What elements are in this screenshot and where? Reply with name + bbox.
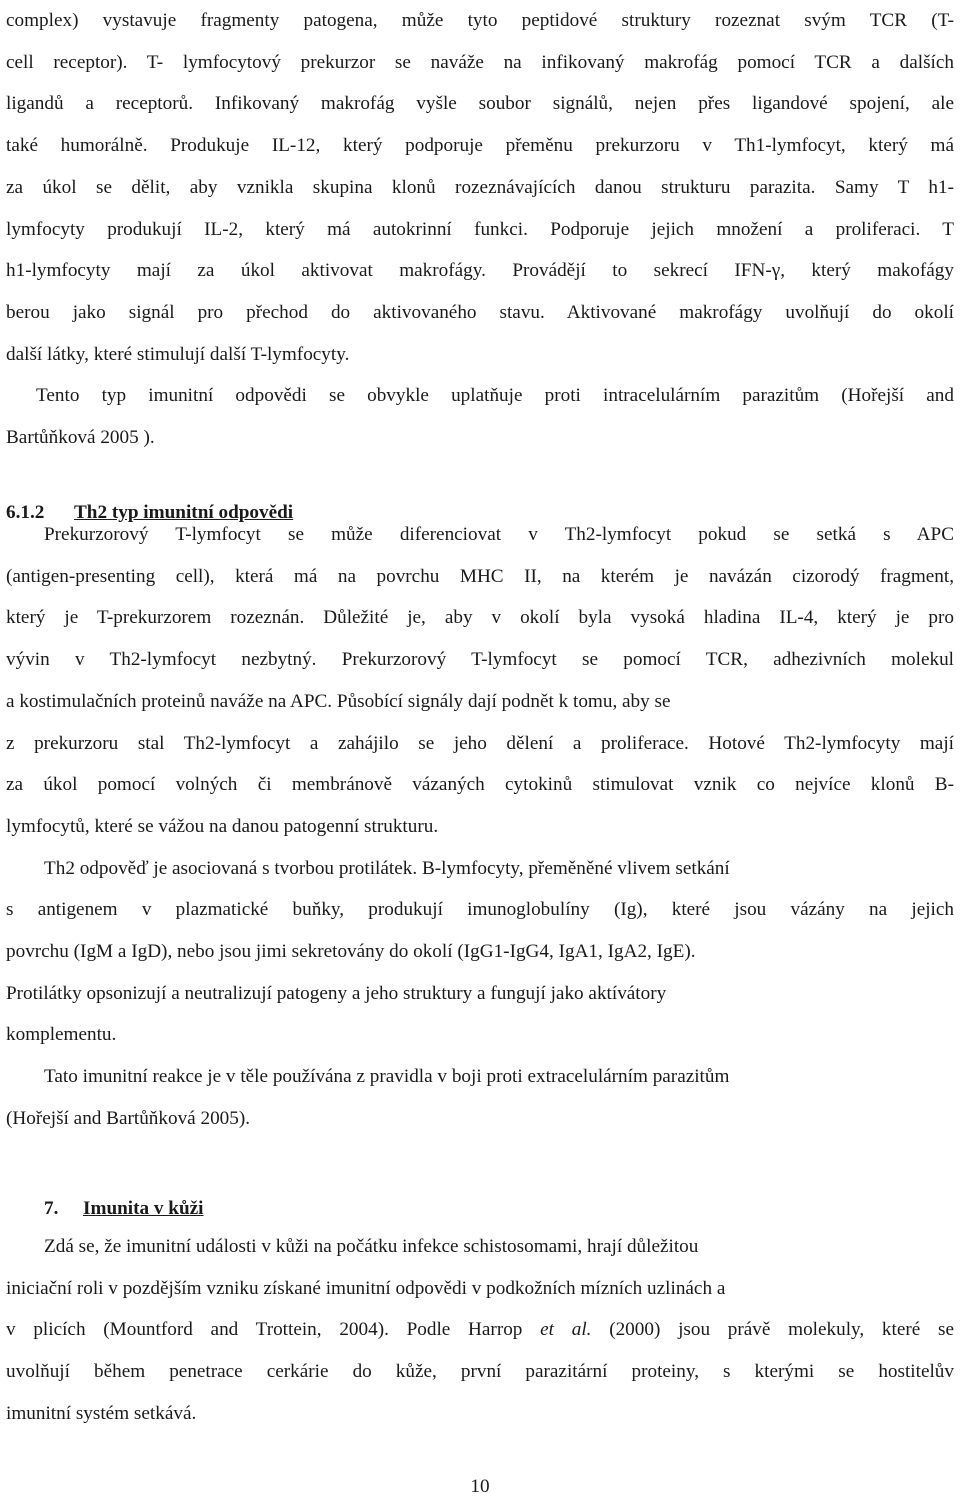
text-line: (Hořejší and Bartůňková 2005). bbox=[6, 1107, 251, 1129]
text-line: s antigenem v plazmatické buňky, produkují imunoglobulíny (Ig), které jsou vázány na jejich bbox=[6, 899, 954, 921]
text-line: vývin v Th2-lymfocyt nezbytný. Prekurzorový T-lymfocyt se pomocí TCR, adhezivních molekul bbox=[6, 649, 954, 671]
th2-section-body bbox=[6, 514, 954, 1140]
skin-immunity-body bbox=[6, 1226, 954, 1435]
italic-citation: et al. bbox=[540, 1319, 592, 1341]
section-heading-skin-immunity bbox=[44, 1188, 203, 1230]
section-title: Th2 typ imunitní odpovědi bbox=[74, 502, 294, 523]
text-line: ligandů a receptorů. Infikovaný makrofág vyšle soubor signálů, nejen přes ligandové spojení, ale bbox=[6, 93, 954, 115]
page-number: 10 bbox=[470, 1476, 490, 1497]
text-line: Zdá se, že imunitní události v kůži na počátku infekce schistosomami, hrají důležitou bbox=[44, 1236, 699, 1257]
text-line: také humorálně. Produkuje IL-12, který podporuje přeměnu prekurzoru v Th1-lymfocyt, který má bbox=[6, 135, 954, 157]
text-line: Prekurzorový T-lymfocyt se může diferenciovat v Th2-lymfocyt pokud se setká s APC bbox=[44, 524, 954, 545]
text-line: complex) vystavuje fragmenty patogena, může tyto peptidové struktury rozeznat svým TCR (T- bbox=[6, 10, 954, 31]
text-line: iniciační roli v pozdějším vzniku získané imunitní odpovědi v podkožních mízních uzlinách a bbox=[6, 1277, 726, 1299]
text-line: komplementu. bbox=[6, 1024, 117, 1046]
section-number: 7. bbox=[44, 1198, 59, 1219]
text-line: z prekurzoru stal Th2-lymfocyt a zahájilo se jeho dělení a proliferace. Hotové Th2-lymfocyty mají bbox=[6, 732, 954, 754]
text-line: imunitní systém setkává. bbox=[6, 1402, 197, 1424]
text-line: berou jako signál pro přechod do aktivovaného stavu. Aktivované makrofágy uvolňují do okolí bbox=[6, 301, 954, 323]
text-run: (2000) jsou právě molekuly, které se bbox=[591, 1319, 954, 1341]
text-line: povrchu (IgM a IgD), nebo jsou jimi sekretovány do okolí (IgG1-IgG4, IgA1, IgA2, IgE). bbox=[6, 941, 696, 963]
text-line: (antigen-presenting cell), která má na povrchu MHC II, na kterém je navázán cizorodý fragment, bbox=[6, 565, 954, 587]
text-line: Bartůňková 2005 ). bbox=[6, 427, 155, 449]
text-line: za úkol se dělit, aby vznikla skupina klonů rozeznávajících danou strukturu parazita. Samy T h1- bbox=[6, 176, 954, 198]
text-line: který je T-prekurzorem rozeznán. Důležité je, aby v okolí byla vysoká hladina IL-4, který je pro bbox=[6, 607, 954, 629]
text-line: Tato imunitní reakce je v těle používána z pravidla v boji proti extracelulárním parazitům bbox=[44, 1066, 730, 1088]
th1-continuation bbox=[6, 0, 954, 459]
text-line: Th2 odpověď je asociovaná s tvorbou protilátek. B-lymfocyty, přeměněné vlivem setkání bbox=[44, 857, 730, 879]
text-line: cell receptor). T- lymfocytový prekurzor se naváže na infikovaný makrofág pomocí TCR a dalších bbox=[6, 51, 954, 73]
text-line: další látky, které stimulují další T-lymfocyty. bbox=[6, 343, 350, 365]
text-line: lymfocytů, které se vážou na danou patogenní strukturu. bbox=[6, 815, 439, 837]
text-line: h1-lymfocyty mají za úkol aktivovat makrofágy. Provádějí to sekrecí IFN-γ, který makofágy bbox=[6, 260, 954, 282]
text-line: Tento typ imunitní odpovědi se obvykle uplatňuje proti intracelulárním parazitům (Hořejší and bbox=[36, 385, 954, 407]
section-title: Imunita v kůži bbox=[83, 1198, 204, 1219]
text-run: v plicích (Mountford and Trottein, 2004). Podle Harrop bbox=[6, 1319, 541, 1341]
text-line: za úkol pomocí volných či membránově vázaných cytokinů stimulovat vznik co nejvíce klonů B- bbox=[6, 774, 954, 796]
text-line: Protilátky opsonizují a neutralizují patogeny a jeho struktury a fungují jako aktívátory bbox=[6, 982, 667, 1004]
text-line: lymfocyty produkují IL-2, který má autokrinní funkci. Podporuje jejich množení a proliferaci. T bbox=[6, 218, 954, 240]
section-number: 6.1.2 bbox=[6, 502, 45, 523]
text-line: a kostimulačních proteinů naváže na APC. Působící signály dají podnět k tomu, aby se bbox=[6, 690, 671, 712]
text-line-with-citation bbox=[6, 1309, 954, 1351]
text-line: uvolňují během penetrace cerkárie do kůže, první parazitární proteiny, s kterými se hostitelův bbox=[6, 1361, 954, 1383]
